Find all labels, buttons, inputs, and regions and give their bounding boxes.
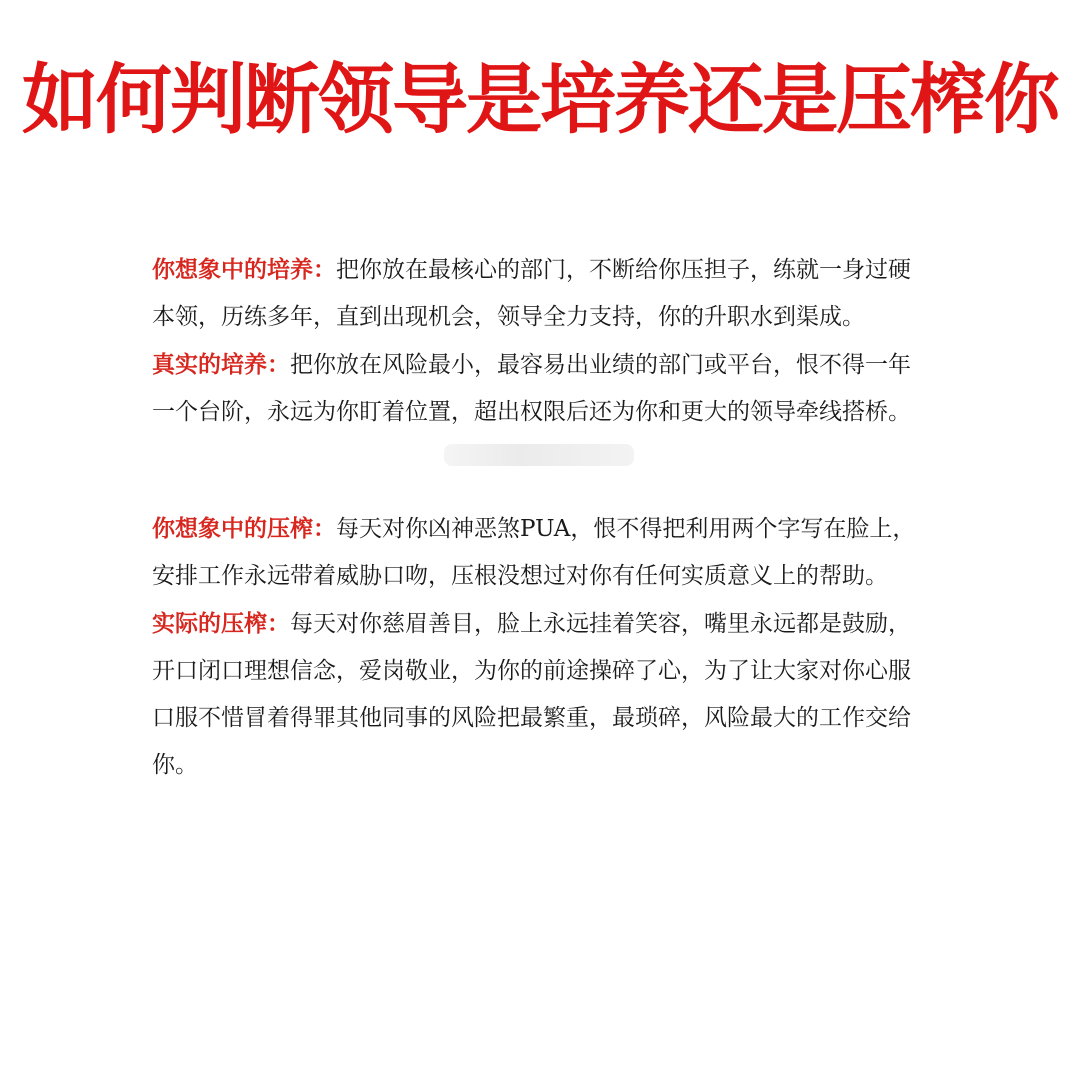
watermark-blur bbox=[444, 444, 634, 466]
text-imagined-exploitation: 每天对你凶神恶煞PUA，恨不得把利用两个字写在脸上，安排工作永远带着威胁口吻，压根没想过对你有任何实质意义上的帮助。 bbox=[152, 516, 916, 589]
text-imagined-cultivation: 把你放在最核心的部门，不断给你压担子，练就一身过硬本领，历练多年，直到出现机会，领导全力支持，你的升职水到渠成。 bbox=[152, 257, 911, 330]
section-divider bbox=[152, 436, 922, 505]
text-real-cultivation: 把你放在风险最小，最容易出业绩的部门或平台，恨不得一年一个台阶，永远为你盯着位置，超出权限后还为你和更大的领导牵线搭桥。 bbox=[152, 352, 911, 425]
label-imagined-exploitation: 你想象中的压榨： bbox=[152, 515, 336, 542]
text-actual-exploitation: 每天对你慈眉善目，脸上永远挂着笑容，嘴里永远都是鼓励，开口闭口理想信念，爱岗敬业，为你的前途操碎了心，为了让大家对你心服口服不惜冒着得罪其他同事的风险把最繁重，最琐碎，风险最大的工作交给你。 bbox=[152, 611, 911, 778]
paragraph-actual-exploitation bbox=[152, 600, 922, 789]
label-real-cultivation: 真实的培养： bbox=[152, 351, 290, 378]
paragraph-imagined-cultivation bbox=[152, 246, 922, 341]
label-actual-exploitation: 实际的压榨： bbox=[152, 610, 290, 637]
paragraph-imagined-exploitation bbox=[152, 505, 922, 600]
page-title: 如何判断领导是培养还是压榨你 bbox=[22, 55, 1058, 144]
label-imagined-cultivation: 你想象中的培养： bbox=[152, 256, 336, 283]
article-body bbox=[152, 246, 922, 789]
paragraph-real-cultivation bbox=[152, 341, 922, 436]
